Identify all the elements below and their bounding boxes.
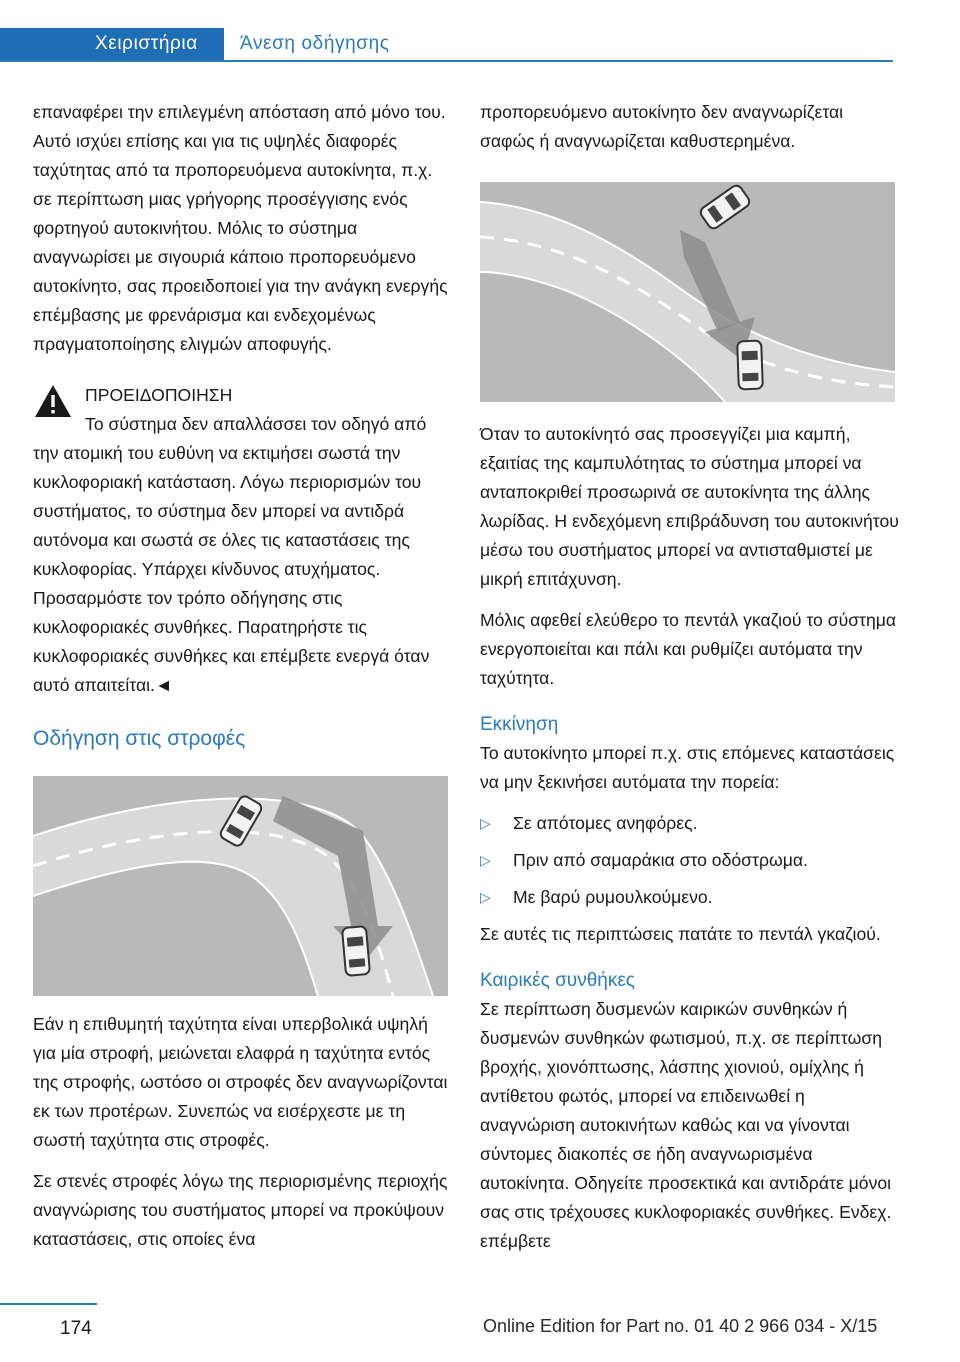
header-rule — [0, 60, 893, 62]
chapter-tab: Χειριστήρια — [0, 28, 224, 60]
triangle-bullet-icon: ▷ — [480, 889, 491, 905]
page-number: 174 — [60, 1318, 92, 1339]
curves-paragraph-2: Σε στενές στροφές λόγω της περιορισμένης περιοχής αναγνώρισης του συστήματος μπορεί να προκύψουν καταστάσεις, στις οποίες ένα — [33, 1171, 448, 1249]
triangle-bullet-icon: ▷ — [480, 815, 491, 831]
heading-weather: Καιρικές συνθήκες — [480, 970, 635, 991]
curves-paragraph-1: Εάν η επιθυμητή ταχύτητα είναι υπερβολικά υψηλή για μία στροφή, μειώνεται ελαφρά η ταχύτητα εντός της στροφής, ωστόσο οι στροφές δεν αναγνωρίζονται εκ των προτέρων. Συνεπώς να εισέρχεστε με τη σωστή ταχύτητα στις στροφές. — [33, 1014, 448, 1150]
continued-paragraph: προπορευόμενο αυτοκίνητο δεν αναγνωρίζεται σαφώς ή αναγνωρίζεται καθυστερημένα. — [480, 102, 844, 151]
heading-curves: Οδήγηση στις στροφές — [33, 727, 246, 750]
page-header — [0, 0, 960, 62]
warning-triangle-icon — [33, 383, 73, 419]
start-conditions-list — [480, 809, 900, 912]
start-paragraph: Το αυτοκίνητο μπορεί π.χ. στις επόμενες καταστάσεις να μην ξεκινήσει αυτόματα την πορεία: — [480, 743, 895, 792]
bend-paragraph: Όταν το αυτοκίνητό σας προσεγγίζει μια καμπή, εξαιτίας της καμπυλότητας το σύστημα μπορεί να ανταποκριθεί προσωρινά σε αυτοκίνητα της άλλης λωρίδας. Η ενδεχόμενη επιβράδυνση του αυτοκινήτου μέσω του συστήματος μπορεί να αντισταθμιστεί με μικρή επιτάχυνση. — [480, 424, 899, 589]
list-item: ▷ Πριν από σαμαράκια στο οδόστρωμα. — [480, 846, 900, 875]
left-column — [33, 98, 453, 1266]
end-mark: ◄ — [154, 675, 173, 695]
accelerator-paragraph: Μόλις αφεθεί ελεύθερο το πεντάλ γκαζιού το σύστημα ενεργοποιείται και πάλι και ρυθμίζει αυτόματα την ταχύτητα. — [480, 610, 897, 688]
edition-text: Online Edition for Part no. 01 40 2 966 034 - X/15 — [483, 1316, 878, 1336]
footer-rule — [0, 1303, 97, 1305]
list-item: ▷ Με βαρύ ρυμουλκούμενο. — [480, 883, 900, 912]
intro-paragraph: επαναφέρει την επιλεγμένη απόσταση από μόνο του. Αυτό ισχύει επίσης και για τις υψηλές διαφορές ταχύτητας από τα προπορευόμενα αυτοκίνητα, π.χ. σε περίπτωση μιας γρήγορης προσέγγισης ενός φορτηγού αυτοκινήτου. Μόλις το σύστημα αναγνωρίσει με σιγουριά κάποιο προπορευόμενο αυτοκίνητο, σας προειδοποιεί για την ανάγκη ενεργής επέμβασης με φρενάρισμα και ενδεχομένως πραγματοποίησης ελιγμών αποφυγής. — [33, 102, 448, 354]
curve-illustration — [33, 776, 448, 996]
warning-title: ΠΡΟΕΙΔΟΠΟΙΗΣΗ — [85, 385, 233, 405]
right-column — [480, 98, 900, 1268]
warning-text: Το σύστημα δεν απαλλάσσει τον οδηγό από την ατομική του ευθύνη να εκτιμήσει σωστά την κυκλοφοριακή κατάσταση. Λόγω περιορισμών του συστήματος, το σύστημα δεν μπορεί να αντιδρά αυτόνομα και σωστά σε όλες τις καταστάσεις της κυκλοφορίας. Υπάρχει κίνδυνος ατυχήματος. Προσαρμόστε τον τρόπο οδήγησης στις κυκλοφοριακές συνθήκες. Παρατηρήστε τις κυκλοφοριακές συνθήκες και επέμβετε ενεργά όταν αυτό απαιτείται.◄ — [33, 414, 430, 695]
bend-illustration — [480, 182, 895, 402]
section-tab: Άνεση οδήγησης — [240, 33, 390, 54]
list-item: ▷ Σε απότομες ανηφόρες. — [480, 809, 900, 838]
warning-block — [33, 381, 453, 700]
accelerator-hint: Σε αυτές τις περιπτώσεις πατάτε το πεντάλ γκαζιού. — [480, 924, 881, 944]
heading-start: Εκκίνηση — [480, 714, 559, 735]
triangle-bullet-icon: ▷ — [480, 852, 491, 868]
weather-paragraph: Σε περίπτωση δυσμενών καιρικών συνθηκών ή δυσμενών συνθηκών φωτισμού, π.χ. σε περίπτωση βροχής, χιονόπτωσης, λάσπης χιονιού, ομίχλης ή αντίθετου φωτός, μπορεί να επιδεινωθεί η αναγνώριση αυτοκινήτων καθώς και να γίνονται σύντομες διακοπές σε ήδη αναγνωρισμένα αυτοκίνητα. Οδηγείτε προσεκτικά και αντιδράτε μόνοι σας στις τρέχουσες κυκλοφοριακές συνθήκες. Ενδεχ. επέμβετε — [480, 999, 892, 1251]
